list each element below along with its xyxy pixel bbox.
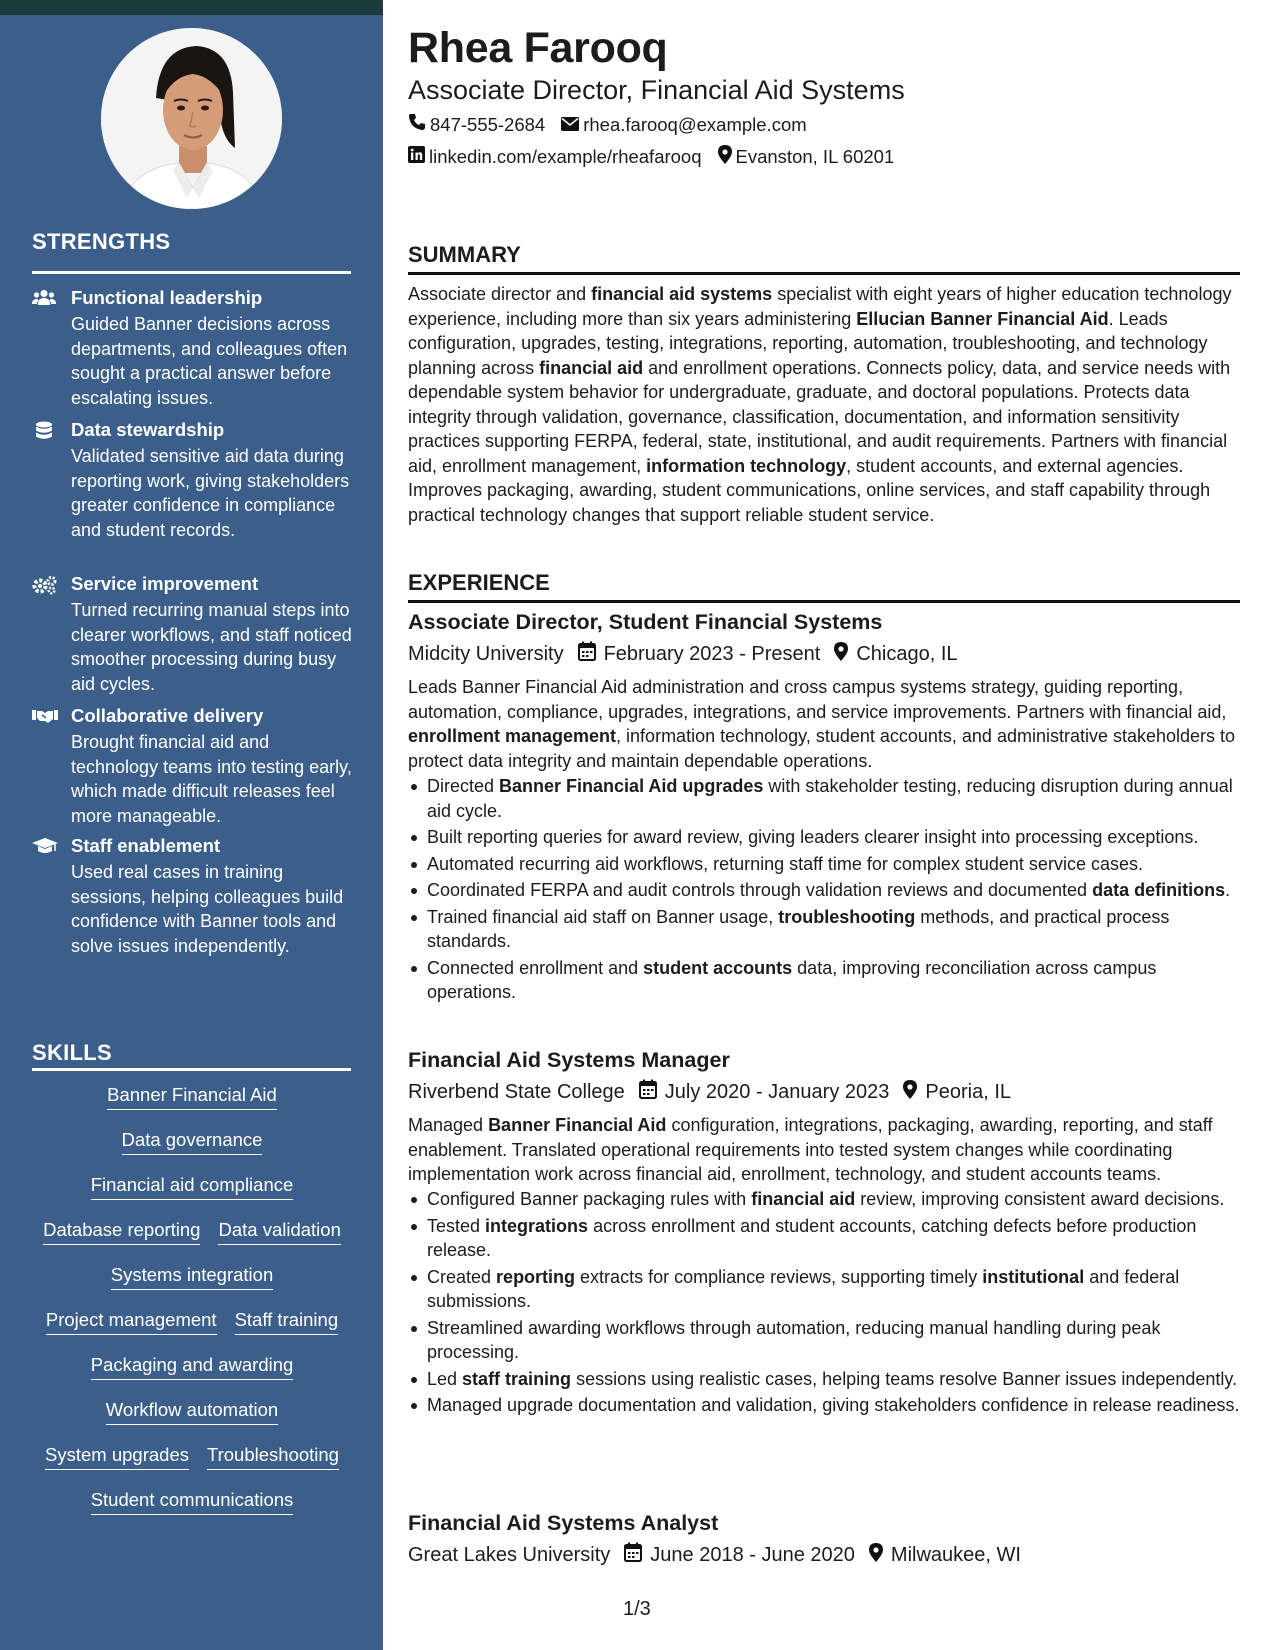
text-segment: Led bbox=[427, 1368, 463, 1389]
bold-keyword: financial aid systems bbox=[591, 284, 773, 304]
phone-contact bbox=[408, 113, 545, 136]
text-segment: Tested bbox=[427, 1215, 486, 1236]
job-title: Financial Aid Systems Manager bbox=[408, 1048, 730, 1072]
text-segment: and federal submissions. bbox=[427, 1266, 1180, 1311]
skill-row bbox=[32, 1218, 352, 1263]
bold-keyword: institutional bbox=[982, 1266, 1085, 1287]
experience-divider bbox=[408, 600, 1240, 603]
skill-row bbox=[32, 1128, 352, 1173]
strength-title: Functional leadership bbox=[71, 287, 263, 308]
contact-line-2 bbox=[408, 145, 910, 169]
text-segment: data, improving reconciliation across campus operations. bbox=[427, 957, 1157, 1002]
text-segment: Associate director and bbox=[408, 284, 592, 304]
bold-keyword: Ellucian Banner Financial Aid bbox=[856, 308, 1109, 329]
calendar-icon bbox=[639, 1079, 665, 1105]
location-text: Milwaukee, WI bbox=[890, 1543, 1021, 1566]
email-contact[interactable] bbox=[561, 114, 806, 136]
bullet-item bbox=[408, 956, 1240, 1005]
linkedin-icon bbox=[408, 146, 429, 168]
strengths-divider bbox=[32, 271, 351, 274]
linkedin-url[interactable]: linkedin.com/example/rheafarooq bbox=[429, 146, 702, 167]
text-segment: , student accounts, and external agencies. Improves packaging, awarding, student communications, online services, and staff capability through practical technology changes that support reliable student service. bbox=[408, 455, 1211, 525]
skill-tag: System upgrades bbox=[45, 1443, 189, 1470]
skill-row bbox=[32, 1398, 352, 1443]
bold-keyword: Banner Financial Aid bbox=[488, 1115, 667, 1135]
bold-keyword: data definitions bbox=[1092, 880, 1226, 900]
skill-tag: Student communications bbox=[91, 1488, 294, 1515]
bold-keyword: financial aid bbox=[751, 1189, 856, 1209]
text-segment: across enrollment and student accounts, catching defects before production release. bbox=[427, 1215, 1197, 1260]
bold-keyword: information technology bbox=[646, 455, 847, 476]
text-segment: extracts for compliance reviews, supporting timely bbox=[575, 1266, 983, 1287]
bold-keyword: student accounts bbox=[643, 957, 793, 978]
company-name: Great Lakes University bbox=[408, 1543, 611, 1566]
strength-title: Staff enablement bbox=[71, 835, 221, 856]
location-contact bbox=[718, 145, 895, 169]
location-text: Chicago, IL bbox=[856, 642, 958, 665]
job-bullets bbox=[408, 1187, 1240, 1420]
skill-tag: Data validation bbox=[218, 1218, 340, 1245]
skills-divider bbox=[32, 1068, 351, 1071]
strength-description: Used real cases in training sessions, helping colleagues build confidence with Banner tools and solve issues independently. bbox=[71, 862, 344, 956]
calendar-icon bbox=[624, 1542, 650, 1568]
calendar-icon bbox=[578, 641, 604, 667]
bullet-item bbox=[408, 1393, 1240, 1418]
skill-tag: Staff training bbox=[235, 1308, 339, 1335]
bold-keyword: financial aid bbox=[539, 357, 644, 378]
text-segment: . Leads configuration, upgrades, testing, integrations, reporting, automation, troubleshooting, and technology planning across bbox=[408, 308, 1208, 378]
text-segment: specialist with eight years of higher education technology experience, including more than six years administering bbox=[408, 284, 1232, 329]
text-segment: Connected enrollment and bbox=[427, 957, 644, 978]
bullet-item bbox=[408, 1367, 1240, 1392]
skill-row bbox=[32, 1173, 352, 1218]
text-segment: Managed upgrade documentation and validation, giving stakeholders confidence in release readiness. bbox=[427, 1395, 1240, 1415]
person-name: Rhea Farooq bbox=[408, 24, 668, 72]
strengths-heading: STRENGTHS bbox=[32, 229, 171, 254]
person-headline: Associate Director, Financial Aid Systems bbox=[408, 75, 905, 105]
bold-keyword: troubleshooting bbox=[778, 906, 916, 927]
strength-title: Service improvement bbox=[71, 573, 259, 594]
skill-row bbox=[32, 1083, 352, 1128]
graduation-cap-icon bbox=[32, 837, 58, 857]
page-number: 1/3 bbox=[623, 1598, 651, 1620]
text-segment: Automated recurring aid workflows, returning staff time for complex student service cases. bbox=[427, 853, 1143, 874]
job-dates bbox=[639, 1079, 890, 1105]
strength-description: Brought financial aid and technology teams into testing early, which made difficult releases feel more manageable. bbox=[71, 732, 352, 826]
job-meta bbox=[408, 641, 972, 667]
users-icon bbox=[32, 289, 58, 309]
dates-text: June 2018 - June 2020 bbox=[650, 1543, 855, 1566]
skill-tag: Data governance bbox=[122, 1128, 263, 1155]
job-title: Financial Aid Systems Analyst bbox=[408, 1511, 719, 1535]
linkedin-contact[interactable] bbox=[408, 146, 702, 168]
skill-tag: Workflow automation bbox=[106, 1398, 278, 1425]
text-segment: Configured Banner packaging rules with bbox=[427, 1189, 752, 1209]
job-location bbox=[834, 642, 957, 667]
database-icon bbox=[32, 421, 58, 441]
text-segment: , information technology, student accounts, and administrative stakeholders to protect data integrity and maintain dependable operations. bbox=[408, 726, 1236, 771]
text-segment: Trained financial aid staff on Banner usage, bbox=[427, 906, 779, 927]
text-segment: . bbox=[1225, 880, 1231, 900]
skill-tag: Project management bbox=[46, 1308, 217, 1335]
text-segment: Managed bbox=[408, 1115, 489, 1135]
text-segment: methods, and practical process standards. bbox=[427, 906, 1170, 951]
sidebar bbox=[0, 0, 383, 1650]
skill-tag: Database reporting bbox=[43, 1218, 200, 1245]
strength-description: Validated sensitive aid data during reporting work, giving stakeholders greater confidence in compliance and student records. bbox=[71, 446, 350, 540]
strength-description: Turned recurring manual steps into clearer workflows, and staff noticed smoother processing during busy aid cycles. bbox=[71, 600, 352, 694]
dates-text: July 2020 - January 2023 bbox=[664, 1080, 890, 1103]
skill-row bbox=[32, 1263, 352, 1308]
text-segment: review, improving consistent award decisions. bbox=[855, 1189, 1225, 1209]
skill-tag: Banner Financial Aid bbox=[107, 1083, 277, 1110]
bold-keyword: reporting bbox=[496, 1266, 576, 1287]
job-dates bbox=[578, 641, 821, 667]
gears-icon bbox=[32, 575, 58, 595]
experience-heading: EXPERIENCE bbox=[408, 570, 550, 595]
text-segment: with stakeholder testing, reducing disruption during annual aid cycle. bbox=[427, 776, 1233, 821]
phone-icon bbox=[408, 113, 430, 136]
map-pin-icon bbox=[718, 145, 736, 169]
company-name: Midcity University bbox=[408, 642, 564, 665]
location-text: Peoria, IL bbox=[925, 1080, 1011, 1103]
text-segment: sessions using realistic cases, helping teams resolve Banner issues independently. bbox=[571, 1368, 1238, 1389]
skill-tag: Systems integration bbox=[111, 1263, 273, 1290]
map-pin-icon bbox=[869, 1543, 891, 1568]
text-segment: configuration, integrations, packaging, awarding, reporting, and staff enablement. Translated operational requirements into tested system changes while coordinating implementation work across financial aid, enrollment, technology, and student accounts teams. bbox=[408, 1115, 1213, 1184]
sidebar-top-bar bbox=[0, 0, 383, 15]
text-segment: Created bbox=[427, 1266, 497, 1287]
strength-description: Guided Banner decisions across departments, and colleagues often sought a practical answer before escalating issues. bbox=[71, 314, 348, 408]
contact-line-1 bbox=[408, 113, 823, 136]
bullet-item bbox=[408, 1187, 1240, 1212]
bullet-item bbox=[408, 1265, 1240, 1314]
bullet-item bbox=[408, 1316, 1240, 1365]
skill-row bbox=[32, 1443, 352, 1488]
skill-tag: Packaging and awarding bbox=[91, 1353, 294, 1380]
bullet-item bbox=[408, 852, 1240, 877]
text-segment: Leads Banner Financial Aid administration and cross campus systems strategy, guiding reporting, automation, compliance, upgrades, integrations, and service improvements. Partners with financial aid, bbox=[408, 677, 1227, 722]
bold-keyword: integrations bbox=[485, 1215, 589, 1236]
dates-text: February 2023 - Present bbox=[603, 642, 821, 665]
skill-row bbox=[32, 1353, 352, 1398]
text-segment: and enrollment operations. Connects policy, data, and service needs with dependable system behavior for undergraduate, graduate, and doctoral populations. Protects data integrity through validation, governance, classification, documentation, and information sensitivity practices supporting FERPA, federal, state, institutional, and audit requirements. Partners with financial aid, enrollment management, bbox=[408, 357, 1231, 476]
bold-keyword: Banner Financial Aid upgrades bbox=[499, 776, 764, 796]
skills-heading: SKILLS bbox=[32, 1040, 113, 1065]
bullet-item bbox=[408, 878, 1240, 903]
skill-row bbox=[32, 1308, 352, 1353]
envelope-icon bbox=[561, 114, 583, 136]
job-location bbox=[903, 1080, 1011, 1105]
job-bullets bbox=[408, 774, 1240, 1007]
bullet-item bbox=[408, 1214, 1240, 1263]
company-name: Riverbend State College bbox=[408, 1080, 625, 1103]
text-segment: Streamlined awarding workflows through automation, reducing manual handling during peak processing. bbox=[427, 1317, 1161, 1362]
summary-text bbox=[408, 282, 1240, 527]
job-location bbox=[869, 1543, 1021, 1568]
skill-tag: Troubleshooting bbox=[207, 1443, 339, 1470]
job-intro bbox=[408, 675, 1240, 773]
job-meta bbox=[408, 1079, 1025, 1105]
text-segment: Coordinated FERPA and audit controls through validation reviews and documented bbox=[427, 880, 1093, 900]
handshake-icon bbox=[32, 707, 58, 727]
skills-list bbox=[32, 1083, 352, 1533]
bold-keyword: enrollment management bbox=[408, 726, 617, 746]
bullet-item bbox=[408, 825, 1240, 850]
strength-title: Data stewardship bbox=[71, 419, 225, 440]
job-dates bbox=[624, 1542, 855, 1568]
phone-number: 847-555-2684 bbox=[430, 113, 546, 135]
email-address[interactable]: rhea.farooq@example.com bbox=[583, 113, 807, 135]
text-segment: Directed bbox=[427, 776, 500, 796]
summary-divider bbox=[408, 272, 1240, 275]
job-meta bbox=[408, 1542, 1035, 1568]
skill-row bbox=[32, 1488, 352, 1533]
profile-photo bbox=[101, 28, 282, 209]
map-pin-icon bbox=[903, 1080, 925, 1105]
map-pin-icon bbox=[834, 642, 856, 667]
bullet-item bbox=[408, 905, 1240, 954]
job-intro bbox=[408, 1113, 1240, 1187]
bold-keyword: staff training bbox=[462, 1368, 572, 1389]
location-text: Evanston, IL 60201 bbox=[735, 146, 895, 167]
skill-tag: Financial aid compliance bbox=[91, 1173, 294, 1200]
summary-heading: SUMMARY bbox=[408, 242, 521, 267]
strength-title: Collaborative delivery bbox=[71, 705, 264, 726]
bullet-item bbox=[408, 774, 1240, 823]
job-title: Associate Director, Student Financial Systems bbox=[408, 610, 883, 634]
text-segment: Built reporting queries for award review, giving leaders clearer insight into processing exceptions. bbox=[427, 827, 1199, 847]
